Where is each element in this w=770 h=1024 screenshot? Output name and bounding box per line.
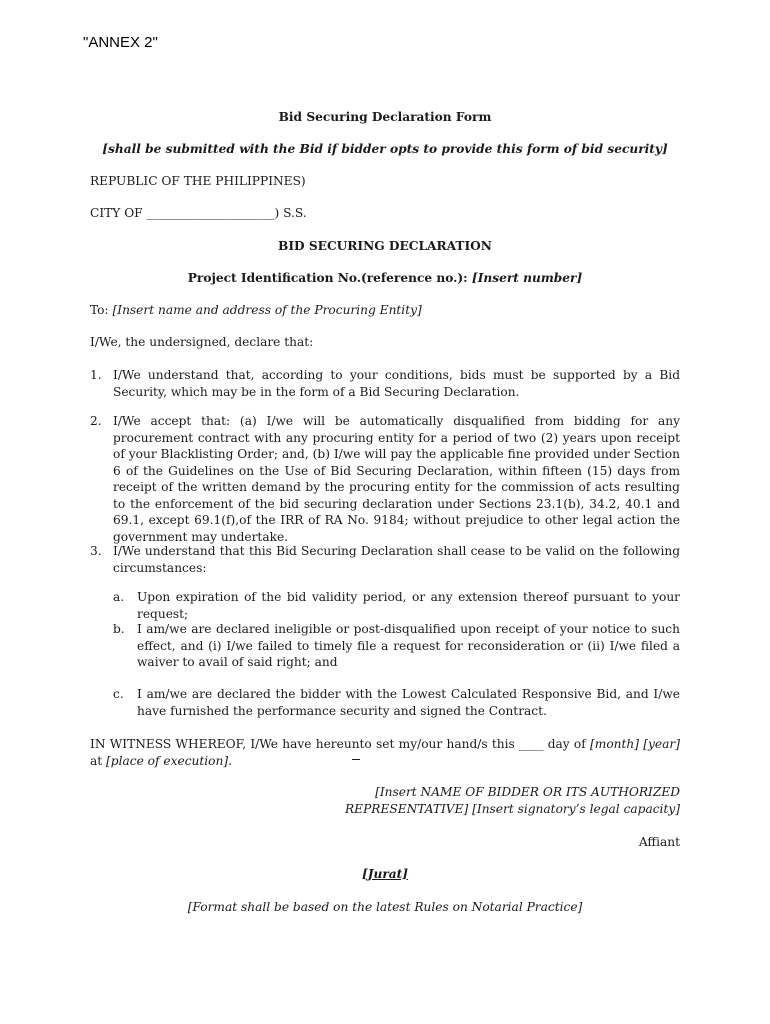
city-line: CITY OF _____________________) S.S. [90,206,307,220]
project-identification [0,270,770,287]
signature-mark [352,759,360,760]
notarial-format-note: [Format shall be based on the latest Rules on Notarial Practice] [187,900,583,914]
to-value: [Insert name and address of the Procuring Entity] [112,303,422,317]
to-label: To: [90,303,113,317]
subitem-letter: a. [113,590,125,604]
witness-month-year: [month] [year] [590,737,680,751]
form-subtitle: [shall be submitted with the Bid if bidder opts to provide this form of bid security] [102,142,668,156]
witness-text: IN WITNESS WHEREOF, I/We have hereunto set my/our hand/s this ____ day of [90,737,591,751]
circumstance-c [113,686,680,719]
declaration-title: BID SECURING DECLARATION [278,239,492,253]
item-text: I/We accept that: (a) I/we will be automatically disqualified from bidding for any procurement contract with any procuring entity for a period of two (2) years upon receipt of your Blacklisting Order; and, (b) I/we will pay the applicable fine provided under Section 6 of the Guidelines on the Use of Bid Securing Declaration, within fifteen (15) days from receipt of the written demand by the procuring entity for the commission of acts resulting to the enforcement of the bid securing declaration under Sections 23.1(b), 34.2, 40.1 and 69.1, except 69.1(f),of the IRR of RA No. 9184; without prejudice to other legal action the government may undertake. [113,414,680,544]
item-number: 3. [90,544,102,558]
subitem-text: I am/we are declared ineligible or post-disqualified upon receipt of your notice to such effect, and (i) I/we failed to timely file a request for reconsideration or (ii) I/we filed a waiver to avail of said right; and [137,622,680,669]
circumstance-a [113,589,680,622]
project-label: Project Identification No.(reference no.): [187,271,472,285]
project-value: [Insert number] [471,271,583,285]
signatory-line-2: REPRESENTATIVE] [Insert signatory’s legal capacity] [345,802,680,816]
subitem-text: Upon expiration of the bid validity period, or any extension thereof pursuant to your request; [137,590,680,621]
subitem-text: I am/we are declared the bidder with the Lowest Calculated Responsive Bid, and I/we have furnished the performance security and signed the Contract. [137,687,680,718]
form-title: Bid Securing Declaration Form [278,110,492,124]
republic-line: REPUBLIC OF THE PHILIPPINES) [90,174,306,188]
subitem-letter: b. [113,622,125,636]
declaration-item-1 [90,367,680,400]
circumstance-b [113,621,680,671]
jurat-heading: [Jurat] [361,867,409,881]
witness-paragraph [90,736,680,769]
item-number: 2. [90,414,102,428]
addressee-line [90,302,422,319]
annex-label: "ANNEX 2" [83,34,158,51]
item-text: I/We understand that this Bid Securing Declaration shall cease to be valid on the following circumstances: [113,544,680,575]
intro-line: I/We, the undersigned, declare that: [90,335,314,349]
signatory-line-1: [Insert NAME OF BIDDER OR ITS AUTHORIZED [375,785,680,799]
witness-at: at [90,753,107,768]
subitem-letter: c. [113,687,124,701]
affiant-label: Affiant [638,835,680,849]
item-number: 1. [90,368,102,382]
witness-place: [place of execution]. [106,753,232,768]
declaration-item-2 [90,413,680,545]
declaration-item-3 [90,543,680,576]
item-text: I/We understand that, according to your conditions, bids must be supported by a Bid Security, which may be in the form of a Bid Securing Declaration. [113,368,680,399]
